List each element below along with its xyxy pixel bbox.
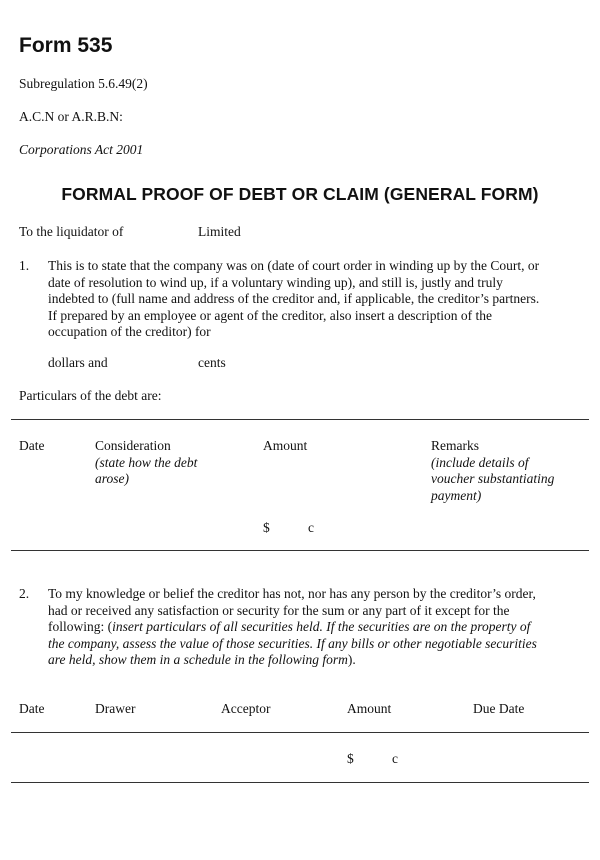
table1-header-consideration [95, 438, 197, 488]
section-2-line: To my knowledge or belief the creditor has not, nor has any person by the creditor’s order, [48, 586, 536, 601]
section-1-line: This is to state that the company was on (date of court order in winding up by the Court, or [48, 258, 540, 273]
section-2-italic: are held, show them in a schedule in the following form [48, 652, 348, 667]
section-2-plain: ). [347, 652, 356, 667]
table2-header-acceptor: Acceptor [221, 701, 271, 716]
table1-bottom-rule [11, 550, 589, 551]
table2-header-date: Date [19, 701, 45, 716]
form-title: Form 535 [19, 34, 113, 57]
table2-header-amount: Amount [347, 701, 392, 716]
remarks-note: (include details of [431, 454, 529, 470]
table2-dollar-sign: $ [347, 751, 354, 766]
consideration-note: arose) [95, 471, 129, 486]
section-1-line: If prepared by an employee or agent of the creditor, also insert a description of the [48, 307, 493, 323]
particulars-label: Particulars of the debt are: [19, 388, 162, 403]
limited-label: Limited [198, 224, 241, 239]
section-2-plain: following: ( [48, 619, 113, 634]
cents-label: cents [198, 355, 226, 370]
table1-header-date: Date [19, 438, 45, 453]
section-1-line: occupation of the creditor) for [48, 324, 211, 339]
section-2-text [48, 586, 576, 669]
section-2-number: 2. [19, 586, 30, 601]
table1-top-rule [11, 419, 589, 420]
table1-header-amount: Amount [263, 438, 308, 453]
table2-cent-sign: c [392, 751, 398, 766]
to-liquidator-label: To the liquidator of [19, 224, 124, 239]
table2-header-due-date: Due Date [473, 701, 525, 716]
act-name: Corporations Act 2001 [19, 142, 144, 157]
dollars-label: dollars and [48, 355, 108, 370]
table2-header-rule [11, 732, 589, 733]
remarks-note: payment) [431, 487, 482, 503]
acn-label: A.C.N or A.R.B.N: [19, 109, 123, 124]
table2-bottom-rule [11, 782, 589, 783]
table2-header-drawer: Drawer [95, 701, 136, 716]
section-2-line [48, 619, 576, 636]
table1-dollar-sign: $ [263, 520, 270, 535]
section-1-text [48, 258, 576, 341]
remarks-note: voucher substantiating [431, 471, 555, 486]
table1-cent-sign: c [308, 520, 314, 535]
remarks-label: Remarks [431, 438, 479, 453]
consideration-label: Consideration [95, 438, 171, 453]
section-1-number: 1. [19, 258, 30, 273]
page-heading: FORMAL PROOF OF DEBT OR CLAIM (GENERAL FORM) [61, 184, 539, 204]
table1-header-remarks [431, 438, 554, 504]
section-1-line: indebted to (full name and address of the creditor and, if applicable, the creditor’s partners. [48, 291, 540, 306]
section-2-line [48, 652, 576, 669]
subregulation: Subregulation 5.6.49(2) [19, 76, 148, 91]
consideration-note: (state how the debt [95, 454, 198, 470]
section-2-italic: insert particulars of all securities held. If the securities are on the property of [112, 619, 531, 634]
section-1-line: date of resolution to wind up, if a voluntary winding up), and still is, justly and truly [48, 274, 503, 290]
section-2-line: had or received any satisfaction or security for the sum or any part of it except for the [48, 602, 510, 618]
section-2-line: the company, assess the value of those securities. If any bills or other negotiable securities [48, 635, 537, 651]
